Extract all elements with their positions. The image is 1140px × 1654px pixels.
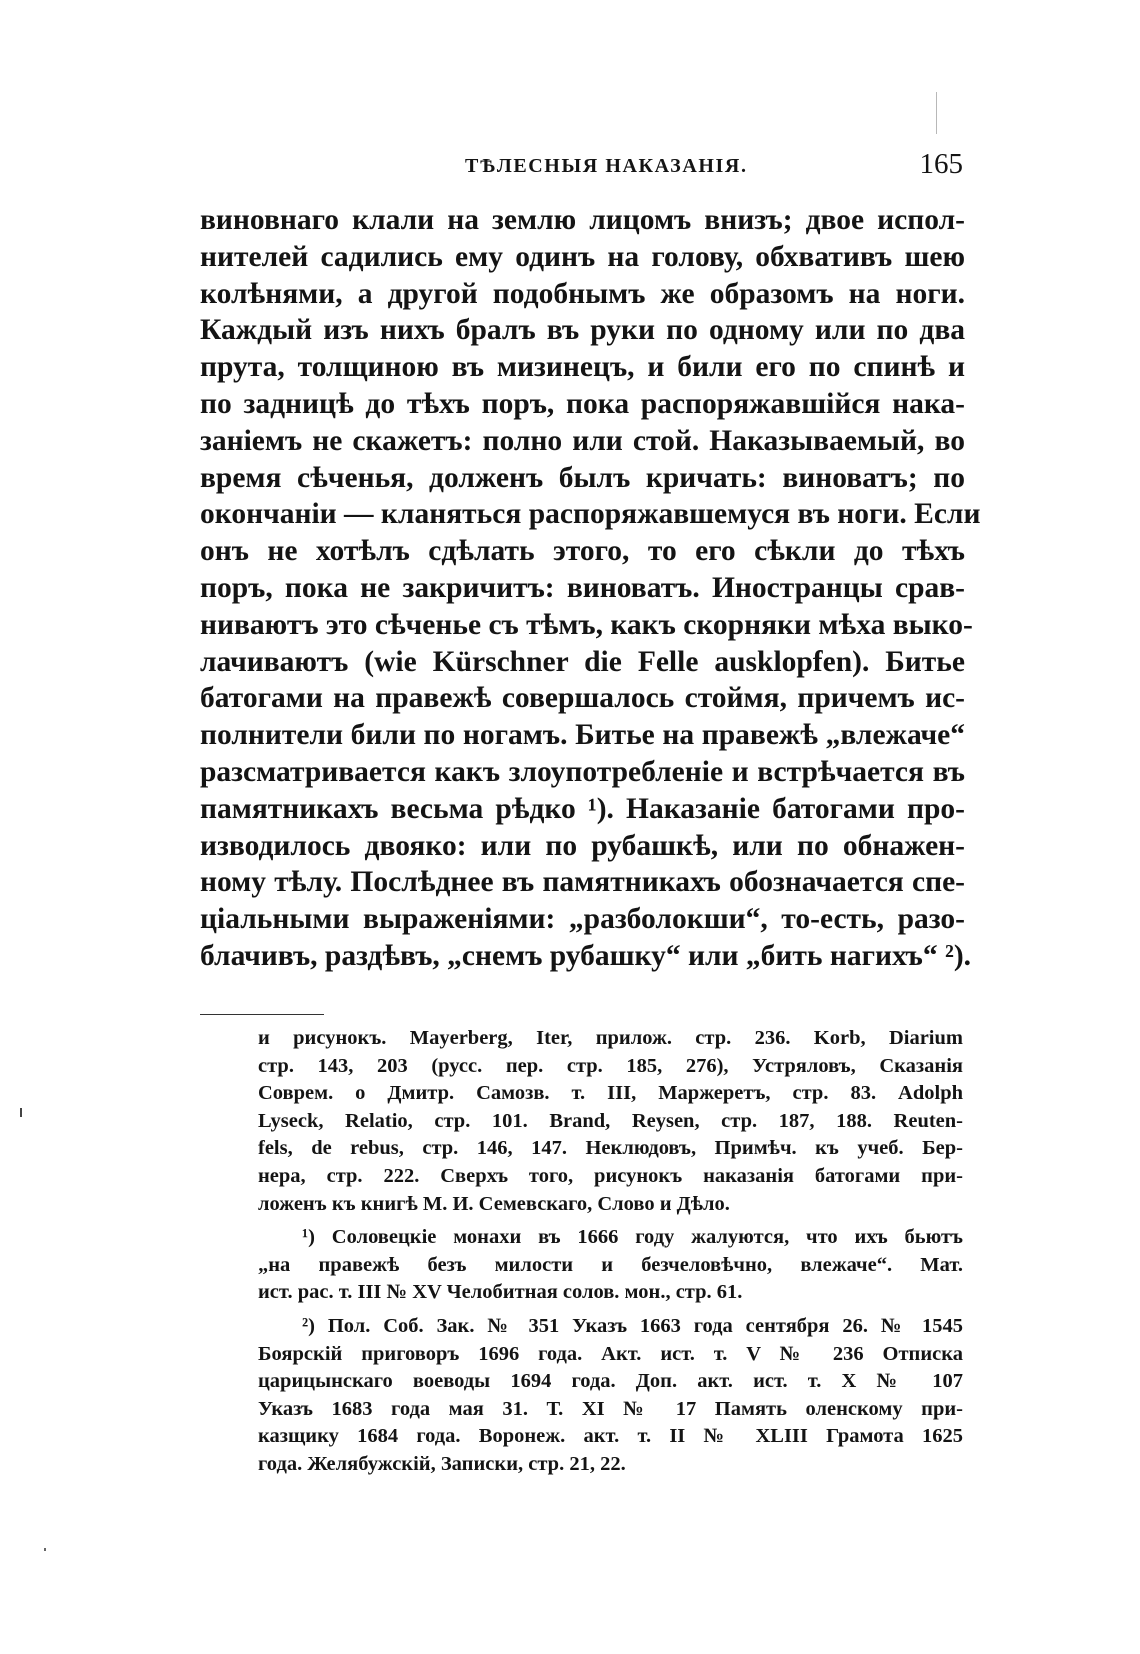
footnote-line: ¹) Соловецкіе монахи въ 1666 году жалуются, что ихъ бьютъ [302,1226,963,1249]
body-line: ниваютъ это сѣченье съ тѣмъ, какъ скорняки мѣха выко- [200,608,973,641]
body-line: лачиваютъ (wie Kürschner die Felle ausklopfen). Битье [200,645,965,678]
body-line: батогами на правежѣ совершалось стоймя, причемъ ис- [200,682,965,715]
body-line: изводилось двояко: или по рубашкѣ, или по обнажен- [200,829,965,862]
body-line: нителей садились ему одинъ на голову, обхвативъ шею [200,240,965,273]
main-body-text [200,202,981,975]
footnote-line: ист. рас. т. III № XV Челобитная солов. мон., стр. 61. [258,1281,743,1304]
footnotes [258,1025,963,1485]
body-line: ному тѣлу. Послѣднее въ памятникахъ обозначается спе- [200,866,965,899]
footnote-line: нера, стр. 222. Сверхъ того, рисунокъ наказанія батогами при- [258,1164,963,1187]
footnote-line: Lyseck, Relatio, стр. 101. Brand, Reysen, стр. 187, 188. Reuten- [258,1109,963,1132]
footnote-1 [258,1224,963,1307]
body-line: онъ не хотѣлъ сдѣлать этого, то его сѣкли до тѣхъ [200,535,965,568]
footnote-line: Указъ 1683 года мая 31. Т. XI № 17 Память оленскому при- [258,1397,963,1420]
body-line: ціальными выраженіями: „разболокши“, то-есть, разо- [200,903,965,936]
footnote-2 [258,1313,963,1479]
footnote-line: „на правежѣ безъ милости и безчеловѣчно, влежаче“. Мат. [258,1253,963,1276]
footnote-line: царицынскаго воеводы 1694 года. Доп. акт. ист. т. X № 107 [258,1370,963,1393]
body-line: Каждый изъ нихъ бралъ въ руки по одному или по два [200,314,965,347]
body-line: разсматривается какъ злоупотребленіе и встрѣчается въ [200,755,965,788]
body-line: полнители били по ногамъ. Битье на правежѣ „влежаче“ [200,719,965,752]
footnote-line: Соврем. о Дмитр. Самозв. т. III, Маржеретъ, стр. 83. Adolph [258,1082,963,1105]
scan-artifact-mark [20,1108,22,1117]
footnote-line: года. Желябужскій, Записки, стр. 21, 22. [258,1452,626,1475]
body-line: виновнаго клали на землю лицомъ внизъ; двое испол- [200,204,965,236]
footnote-line: казщику 1684 года. Воронеж. акт. т. II № XLIII Грамота 1625 [258,1425,963,1448]
footnote-line: стр. 143, 203 (русс. пер. стр. 185, 276), Устряловъ, Сказанія [258,1054,963,1077]
footnote-line: Боярскій приговоръ 1696 года. Акт. ист. т. V № 236 Отписка [258,1342,963,1365]
scan-artifact-dot [44,1548,46,1551]
body-line: заніемъ не скажетъ: полно или стой. Наказываемый, во [200,424,965,457]
body-line: по задницѣ до тѣхъ поръ, пока распоряжавшійся нака- [200,387,965,420]
page-header [200,148,965,188]
body-line: блачивъ, раздѣвъ, „снемъ рубашку“ или „бить нагихъ“ ²). [200,939,972,972]
body-line: колѣнями, а другой подобнымъ же образомъ на ноги. [200,277,965,310]
footnote-separator-rule [200,1014,324,1015]
running-title: ТѢЛЕСНЫЯ НАКАЗАНІЯ. [465,155,748,177]
scan-artifact-tick [936,92,937,134]
body-line: окончаніи — кланяться распоряжавшемуся въ ноги. Если [200,498,981,531]
footnote-line: ²) Пол. Соб. Зак. № 351 Указъ 1663 года сентября 26. № 1545 [302,1314,963,1337]
body-line: прута, толщиною въ мизинецъ, и били его по спинѣ и [200,351,965,384]
body-line: памятникахъ весьма рѣдко ¹). Наказаніе батогами про- [200,792,965,825]
footnote-continuation [258,1025,963,1218]
page-number: 165 [919,148,963,180]
body-line: поръ, пока не закричитъ: виноватъ. Иностранцы срав- [200,571,965,604]
footnote-line: fels, de rebus, стр. 146, 147. Неклюдовъ, Примѣч. къ учеб. Бер- [258,1137,963,1160]
footnote-line: и рисунокъ. Mayerberg, Iter, прилож. стр. 236. Korb, Diarium [258,1027,963,1049]
body-line: время сѣченья, долженъ былъ кричать: виноватъ; по [200,461,965,494]
footnote-line: ложенъ къ книгѣ М. И. Семевскаго, Слово и Дѣло. [258,1192,730,1215]
